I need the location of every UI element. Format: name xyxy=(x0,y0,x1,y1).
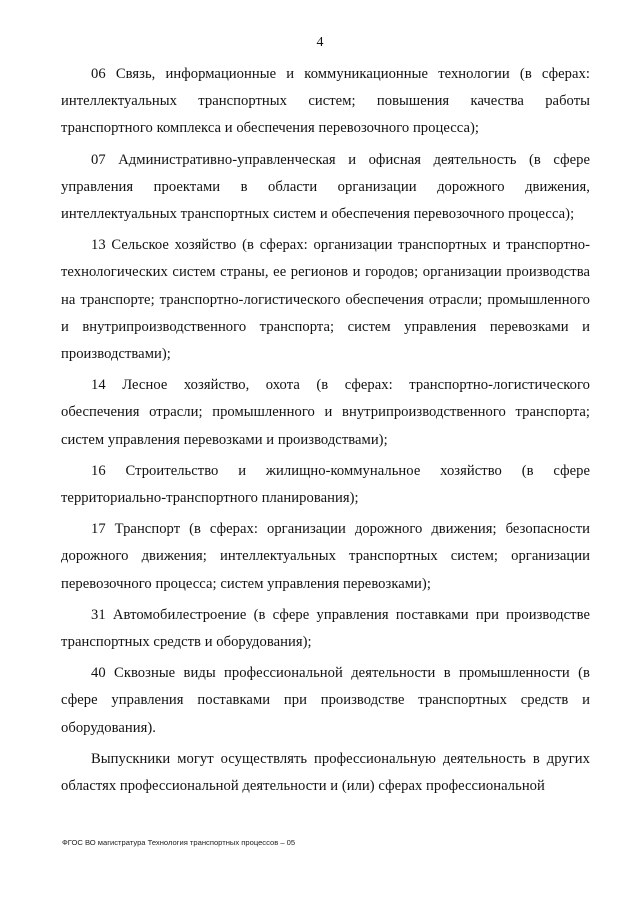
paragraph-14-forestry: 14 Лесное хозяйство, охота (в сферах: транспортно-логистического обеспечения отрасли; промышленного и внутрипроизводственного транспорта; систем управления перевозками и производствами); xyxy=(61,377,590,448)
paragraph-17-transport: 17 Транспорт (в сферах: организации дорожного движения; безопасности дорожного движения; интеллектуальных транспортных систем; организации перевозочного процесса; систем управления перевозками); xyxy=(61,521,590,592)
paragraph-06-communications: 06 Связь, информационные и коммуникационные технологии (в сферах: интеллектуальных транспортных систем; повышения качества работы транспортного комплекса и обеспечения перевозочного процесса); xyxy=(61,66,590,137)
paragraph-07-administrative: 07 Административно-управленческая и офисная деятельность (в сфере управления проектами в области организации дорожного движения, интеллектуальных транспортных систем и обеспечения перевозочного процесса); xyxy=(61,151,590,223)
paragraph-16-construction: 16 Строительство и жилищно-коммунальное хозяйство (в сфере территориально-транспортного планирования); xyxy=(61,462,590,507)
paragraph-graduates: Выпускники могут осуществлять профессиональную деятельность в других областях профессиональной деятельности и (или) сферах профессиональной xyxy=(61,750,590,795)
page-number: 4 xyxy=(316,35,324,50)
paragraph-13-agriculture: 13 Сельское хозяйство (в сферах: организации транспортных и транспортно-технологических систем страны, ее регионов и городов; организации производства на транспорте; транспортно-логистического обеспечения отрасли; промышленного и внутрипроизводственного транспорта; систем управления перевозками и производствами); xyxy=(61,237,590,363)
paragraph-31-automotive: 31 Автомобилестроение (в сфере управления поставками при производстве транспортных средств и оборудования); xyxy=(61,606,590,651)
page-footer: ФГОС ВО магистратура Технология транспортных процессов – 05 xyxy=(62,838,296,847)
paragraph-40-crosscutting: 40 Сквозные виды профессиональной деятельности в промышленности (в сфере управления поставками при производстве транспортных средств и оборудования). xyxy=(61,665,590,736)
document-body xyxy=(61,61,590,804)
